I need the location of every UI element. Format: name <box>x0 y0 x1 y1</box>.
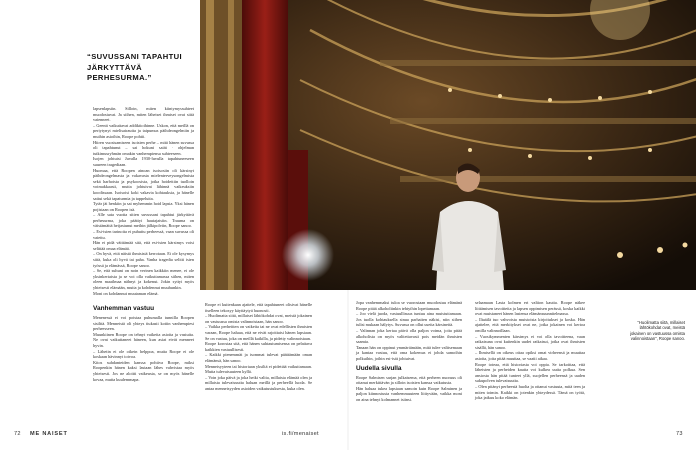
body-column-e <box>475 300 585 401</box>
paragraph: – Vaikka perheitten on vaikeita tai ne ovat edellisten ihmisten varaan, Roope haluaa, että ne eivät rajoittaisi hänen lapsiaan. Se on vastuu, joka on meillä kaikilla, ja pidetty valinnoistaan. <box>205 324 312 341</box>
paragraph: Roope Salmisen sarjan julkaisema, että perheen nuoruus oli ottanut merkittävän ja silloin isoisien kanssa vaikutusta. <box>356 374 462 386</box>
paragraph: – On hyvä, että näistä ihmisistä kerrotaan. Ei ole kysymys siitä, kuka oli hyvä tai paha. Vanha tragedia selitti isien työssä ja elämässä, Roope sanoo. <box>93 251 194 268</box>
photo-caption: “Huolimatta siitä, millaiset lähtökohdat ovat, meistä jokainen on vastuussa omista valinnoistaan”, Roope sanoo. <box>630 320 685 342</box>
paragraph: Roope toteaa, että historiasta voi oppia. Se tarkoittaa, että läheisten ja perheiden kautta voi kulkea uutta polkua. Sen ansiosta hän pitää tunteet yllä, suojellen perheensä ja uuden sukupolven tulevaisuutta. <box>475 361 585 384</box>
paragraph: – Valinnan joka kertaa päivä olla paljon voima, joita pitää alkoholista on myös valitettavasti pois meidän ihmisten saamia. <box>356 327 462 345</box>
paragraph: lapsenlapsiin. Silloin, miten kiintymyssuhteet muodostuvat. Ja siihen, miten läheiset ihmiset ovat siitä vaienneet. <box>93 106 194 123</box>
paragraph: Muunkiinen Roope on tehnyt vaikeita asioita ja vastuita. Ne ovat vaikuttaneet häneen, kun asiat eivät menneet hyvin. <box>93 331 194 348</box>
paragraph: Huomaa, että Roopen ainoan isoisosiin oli kärsinyt päihdeongelmasta ja vakavasta mielenterveysongelmista sekä harhoista ja psykoosista, jotka hoidettiin tuolloin voimakkaasti, mutta johtuivat lähinnä vaikeuksiin koodissaan. Isoisoisi koki vakavia kohtauksia, ja hänelle sattui sekä tapaturmia ja tappeluita. <box>93 167 194 201</box>
paragraph: – Kaikki pienemmät ja isommat tulevat päättämään oman elämänsä, hän sanoo. <box>205 352 312 363</box>
paragraph: Menneisyyteen tai historiaan yksiltä ei pidettää vaikuttamaan. Mutta tulevaisuuteen kyllä. <box>205 363 312 375</box>
paragraph: – Se, että suhuni on noin verinen kaikkiin menee, ei ole yksinkertaista ja se voi olla vaikuttamassa siihen, miten oleen maailmaa nähnyt ja kokenut. Jokin syttyi myös yhteisesti elämään, mutta ja kohdennut muuhunkin. <box>93 268 194 290</box>
page-gutter <box>347 290 349 450</box>
body-column-c <box>205 302 312 392</box>
paragraph: Isojen johtuisi Juvalla 1930-luvulla tapahtuneeseen suureen tragediaan. <box>93 156 194 167</box>
pull-quote: “SUVUSSANI TAPAHTUI JÄRKYTTÄVÄ PERHESURMA.” <box>87 52 183 82</box>
paragraph: selaamaan Lasta kolmen eri valtion kautta. Roope näkee liittämisen tavoitteita ja lapsen oppimisen perässä, koska kaikki ovat muistaneet hänen lastensa elämänsuunnitelmassa. <box>475 300 585 317</box>
magazine-name: ME NAISET <box>30 431 68 437</box>
theater-illustration <box>200 0 696 290</box>
paragraph: – Ihmisellä on oikeus ottaa opiksi omat virheensä ja muuttaa asioita, joita pitää muuttaa, se vaatii aikaa. <box>475 350 585 361</box>
paragraph: Tytär jäi henkiin ja sai myhemmin hoid lapsia. Yksi hänen pojistaan on Roopen isä. <box>93 201 194 212</box>
paragraph: – Alle sata vuotta sitten suvussani tapahtui järkyttävä perhesurma, joka päättyi hautajaisiin. Trauma on väistämättä heijastunut meihin jälkipolviin, Roope sanoo. <box>93 212 194 229</box>
paragraph: Menenessä ei voi poistaa puhumalla tunnilla Roopen sisilttä. Menneistä oli yhteys tiukasti kotiin vanhempiesi perheesseen. <box>93 315 194 332</box>
website-url: is.fi/menaiset <box>282 431 319 437</box>
paragraph: – Iltaäilä tuo vahvoista muistoista kirjoitukset ja koska. Hän ajattelee, että merkitykset ovat ne, jotka jokainen voi kertoa omilla valinnoillaan. <box>475 316 585 333</box>
body-column-b <box>93 302 194 382</box>
paragraph: – Geenit vaikuttavat addiktioihinne. Uskon, että meillä on periytynyt mielisairautta ja taipumus päihdeongelmiin ja muihin asioihin, Roope pohtii. <box>93 122 194 139</box>
paragraph: Roope korostaa sitä, että hänen suhtautumisensa on pelattava kaikkien vastuullisesti. <box>205 341 312 352</box>
subheading: Uudella sivulla <box>356 364 402 372</box>
paragraph: – Huolimatta siitä, millaiset lähtökohdat ovat, meistä jokainen on vastuussa omista valinnoistaan, hän sanoo. <box>205 313 312 324</box>
paragraph: Jopa vanhemmaksi tuloa se vuorostaan muodostuu elämänä Roope pitää alkoholiinkin tehtyihin lopettamaan. <box>356 300 462 311</box>
theater-photo <box>200 0 696 290</box>
paragraph: Hiiren vuosisamiseen isoisien perhe – mitä hänen suvussa oli tapahtunut – sai hokuni saiät · ohjelman tutkimusryhmän omakin vanhempiensa suhteeseen. <box>93 139 194 156</box>
subheading: Vanhemman vastuu <box>93 305 155 312</box>
paragraph: Hän haluaa tukea lapsiaan samoin kuin Roope Salminen ja paljon kiinnostusta vanhemmuuteen liittyvään, vaikka moni on aina tehnyt kolmannet isiinsi. <box>356 385 462 402</box>
paragraph: – Lähetin ei ole oikein helppoa, mutta Roope ei ole koskaan hävinnyt toivoa. <box>93 348 194 360</box>
page-number-right: 73 <box>676 431 683 437</box>
paragraph: Roope ei kuitenkaan ajattele, että tapahtuneet olisivat hänelle itselleen tekosyy käyttäytyä huonosti. <box>205 302 312 313</box>
paragraph: Kitos suhdanteiden kanssa pohtiva Roope, miksi Roopenkin hänen kaksi lastaan lähes vahvistaa myös yhteisesti. Jos ne aloitti vaikeusta, se on myös hänelle kovaa, mutta kuulemmapa. <box>93 359 194 382</box>
paragraph: Moni on kohdannut muutaman elämä. <box>93 290 159 296</box>
paragraph: Hän ei pidä väittämää sitä, että esi-isien kärsimys voisi selittää omaa elämää. <box>93 240 194 251</box>
paragraph: – Joo vielä juoda, vastuullisuus tuntuu aina muistuttamaan. Jos tuolla kohtauksella sinua parhaiten näkisi, niin siihen tulisi mukaan hälytys. Suvussa on ollut useita kärsineitä. <box>356 311 462 328</box>
page-number-left: 72 <box>14 431 21 437</box>
paragraph: – Vuosikymmenten kärsimys ei voi olla tavoitteena, vaan ratkaisuna ovat kuitenkin uudet ratkaisut, jotka ovat ihmisten sisällä, hän sanoo. <box>475 333 585 350</box>
paragraph: – Voin joka päivä ja joka hetki valita, millaista elämää olen ja millaista tulevaisuutta haluan meillä ja perheellä luoda. Se antaa menneisyyden asioiden vaikutustuksesta, kuka olen. <box>205 374 312 391</box>
paragraph: – Esi-isien tarinoita ei puhuttu perheessä, vaan suvussa oli vaiettu. <box>93 229 194 240</box>
body-column-a <box>93 106 194 296</box>
paragraph: – Olen pitänyt perheestä huolta ja ottanut vastuuta, mitä teen ja miten toimin. Kaikki on jotenkin yhteydessä. Tämä on työtä, joka jatkuu koko elämän. <box>475 383 585 401</box>
paragraph: Tanaan hän on oppinut ymmärtämään, mitä tulee valitsemaan ja kantaa vastuu, että oma kokemus ei johda samoihin polkuihin, joihin esi-isät johtuivat. <box>356 344 462 361</box>
body-column-d <box>356 300 462 403</box>
